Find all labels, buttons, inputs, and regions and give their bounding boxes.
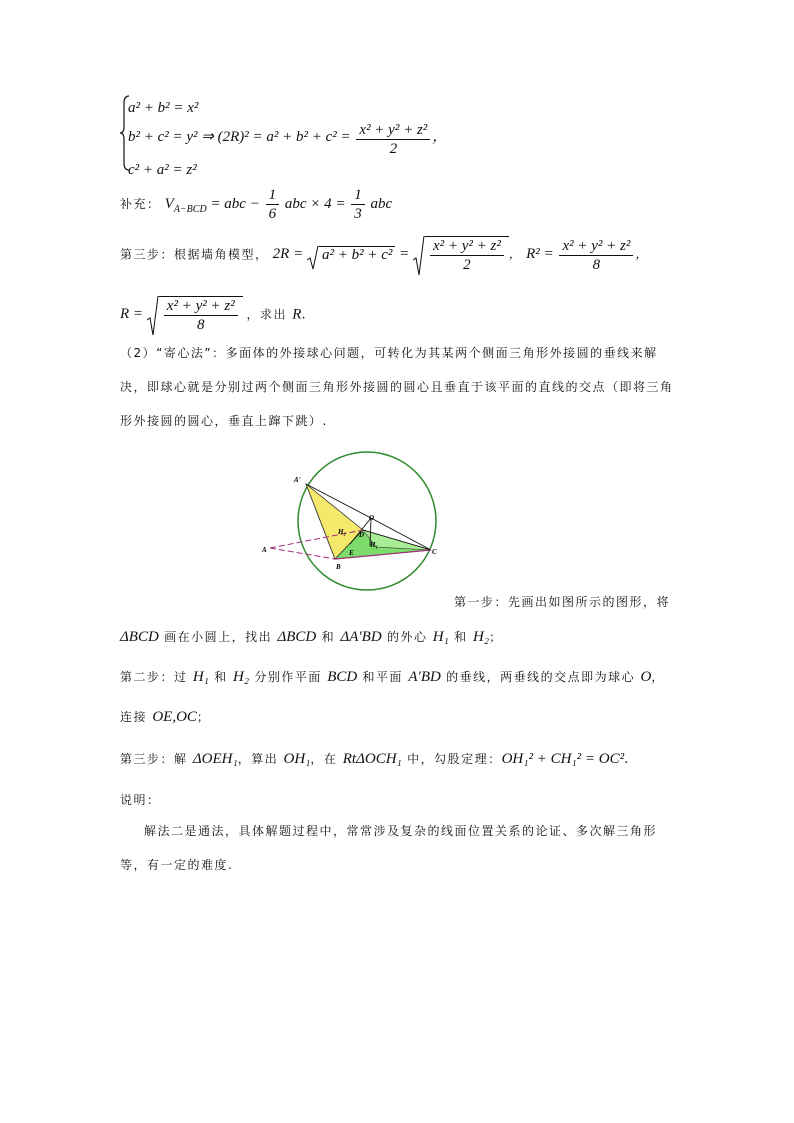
step3-eqC: R² = (526, 246, 558, 263)
equation-2 (128, 121, 447, 158)
radius-period: . (301, 307, 306, 323)
step3c-e: ，在 (310, 752, 343, 766)
frac-one-sixth-den: 6 (268, 206, 277, 222)
step3c-rt: RtΔOCH₁ (342, 751, 402, 767)
step2-g: 和平面 (357, 670, 409, 684)
radius-R: R (292, 306, 302, 323)
step3-frac-den: 2 (463, 257, 471, 273)
step1-semicolon: ； (489, 630, 503, 644)
step3c-line (120, 750, 628, 768)
equation-3: c² + a² = z² (128, 162, 197, 178)
frac-one-third-num: 1 (351, 186, 365, 205)
step3c-pythagoras: OH₁² + CH₁² = OC² (501, 751, 625, 767)
label-E: E (349, 549, 354, 557)
step2-line2 (120, 708, 210, 726)
step1-text: 第一步：先画出如图所示的图形，将 (454, 595, 671, 609)
step1-H2: H₂ (473, 629, 490, 645)
step3-frac2-den: 8 (592, 256, 601, 273)
label-B: B (336, 563, 341, 571)
method2-paragraph: （2）“寄心法”：多面体的外接球心问题，可转化为其某两个侧面三角形外接圆的垂线来解决，即球心就是分别过两个侧面三角形外接圆的圆心且垂直于该平面的直线的交点（即将三角形外接圆的圆心，垂直上蹿下跳）. (120, 346, 674, 428)
volume-symbol: V (164, 195, 174, 212)
step3c-c: ，算出 (237, 752, 284, 766)
step3-label: 第三步：根据墙角模型， (120, 247, 269, 262)
label-H2: H₂ (338, 528, 346, 536)
step3c-OH1: OH₁ (283, 751, 311, 767)
step2-a: 第二步：过 (120, 670, 193, 684)
label-O: O (369, 514, 375, 522)
step3c-period: . (624, 752, 629, 767)
label-H1: H₁ (370, 541, 378, 549)
step2-connect: 连接 (120, 710, 153, 724)
equation-system (128, 96, 447, 183)
supplement-mid: = abc − (206, 195, 264, 212)
step2-semicolon: ； (196, 710, 211, 724)
step3-line (120, 236, 649, 274)
sphere-circle (298, 452, 436, 590)
fraction-xyz-over-2 (356, 121, 430, 158)
step2-OE-OC: OE,OC (152, 709, 197, 725)
frac-one-sixth-num: 1 (266, 186, 280, 205)
radius-line (120, 296, 306, 334)
equation-1: a² + b² = x² (128, 100, 199, 116)
step1-H1: H₁ (432, 629, 449, 645)
radius-eq: R = (120, 306, 147, 323)
sqrt-abc-body: a² + b² + c² (319, 246, 395, 264)
step3-comma: ， (508, 247, 523, 262)
step2-e: 分别作平面 (249, 670, 328, 684)
radius-frac-den: 8 (196, 317, 205, 333)
step3c-a: 第三步：解 (120, 752, 193, 766)
supplement-mid2: abc × 4 = (284, 195, 350, 212)
frac-one-third-den: 3 (354, 206, 362, 222)
label-D: D (359, 531, 365, 539)
radius-frac-num: x² + y² + z² (164, 297, 238, 316)
equation-2-text: b² + c² = y² ⇒ (2R)² = a² + b² + c² = (128, 129, 351, 145)
step1-text-b: 画在小圆上，找出 (158, 630, 278, 644)
step2-BCD: BCD (327, 669, 358, 685)
step2-c: 和 (208, 670, 234, 684)
step1-text-f: 的外心 (381, 630, 433, 644)
step2-i: 的垂线，两垂线的交点即为球心 (440, 670, 641, 684)
note-label: 说明： (120, 793, 161, 807)
step2-comma: ， (651, 670, 665, 684)
step2-H1: H₁ (192, 669, 209, 685)
sqrt-frac-2 (413, 236, 509, 274)
sqrt-abc (307, 246, 395, 264)
label-C: C (432, 548, 437, 556)
step3c-g: 中，勾股定理： (401, 752, 502, 766)
step3-eqB: = (399, 246, 413, 263)
sphere-figure (258, 448, 448, 598)
step2-line (120, 668, 665, 686)
step1-text-d: 和 (316, 630, 341, 644)
step1-tri3: ΔA′BD (340, 629, 382, 645)
step2-ABD: A′BD (408, 669, 441, 685)
label-A-prime: A' (294, 476, 301, 484)
step3-frac2-num: x² + y² + z² (559, 237, 633, 256)
step3-frac-num: x² + y² + z² (430, 237, 504, 256)
step2-H2: H₂ (233, 669, 250, 685)
label-A: A (262, 546, 267, 554)
dashed-line-2 (270, 548, 335, 559)
sqrt-frac-8 (147, 296, 243, 334)
step3c-tri: ΔOEH₁ (192, 751, 238, 767)
fraction-numerator: x² + y² + z² (356, 121, 430, 140)
step1-line2 (120, 628, 503, 646)
step1-tri1: ΔBCD (120, 629, 159, 645)
trailing-comma: ， (432, 129, 448, 145)
note-paragraph: 解法二是通法，具体解题过程中，常常涉及复杂的线面位置关系的论证、多次解三角形等，有一定的难度. (120, 824, 658, 872)
supplement-end: abc (370, 195, 393, 212)
step1-text-h: 和 (448, 630, 473, 644)
step2-O: O (640, 669, 652, 685)
radius-tail: ，求出 (246, 307, 293, 322)
step3-comma2: ， (635, 247, 649, 262)
supplement-line (120, 186, 392, 223)
step1-tri2: ΔBCD (277, 629, 317, 645)
volume-subscript: A−BCD (173, 203, 207, 215)
step3-eqA: 2R = (272, 246, 307, 263)
fraction-denominator: 2 (389, 141, 398, 157)
supplement-label: 补充： (120, 196, 161, 211)
